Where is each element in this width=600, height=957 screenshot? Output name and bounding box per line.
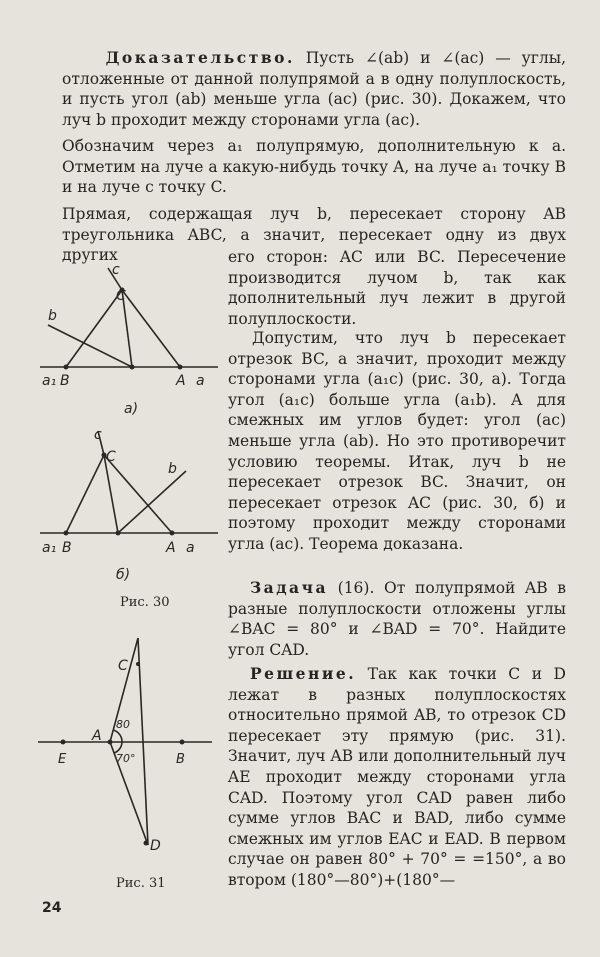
label-a1: a₁ bbox=[42, 540, 57, 556]
solution-text: Так как точки C и D лежат в разных полуплоскостях относительно прямой AB, то отрезок CD пересекает эту прямую (рис. 31). Значит, луч AB или дополнительный луч AE проходит между сторонами угла CAD. Поэтому угол CAD равен либо сумме углов BAC и BAD, либо сумме смежных им углов EAC и EAD. В первом случае он равен 80° + 70° = =150°, а во втором (180°—80°)+(180°— bbox=[228, 665, 566, 889]
line-paragraph-top: Прямая, содержащая луч b, пересекает сторону AB треугольника ABC, а значит, пересекает одну из двух других bbox=[62, 205, 566, 265]
label-a: a bbox=[196, 373, 205, 389]
point-A bbox=[178, 365, 183, 370]
point-B bbox=[64, 531, 69, 536]
figure-30b bbox=[36, 425, 226, 590]
label-30a: а) bbox=[124, 401, 139, 417]
fig31-caption: Рис. 31 bbox=[116, 876, 166, 891]
point-vertex bbox=[130, 365, 135, 370]
point-vertex bbox=[116, 531, 121, 536]
point-B bbox=[180, 740, 185, 745]
label-30b: б) bbox=[116, 567, 131, 583]
task-text: (16). От полупрямой AB в разные полуплоскости отложены углы ∠BAC = 80° и ∠BAD = 70°. Найдите угол CAD. bbox=[228, 579, 566, 659]
page-number: 24 bbox=[42, 900, 62, 916]
figure-31 bbox=[36, 630, 226, 875]
side-BC bbox=[66, 290, 122, 367]
task-lead: Задача bbox=[250, 578, 328, 597]
solution-paragraph bbox=[228, 664, 566, 891]
solution-lead: Решение. bbox=[250, 664, 357, 683]
point-E bbox=[61, 740, 66, 745]
label-C: C bbox=[116, 288, 126, 304]
label-70: 70° bbox=[116, 752, 136, 765]
label-C: C bbox=[118, 658, 128, 674]
ray-b bbox=[118, 471, 186, 533]
ray-c-lower bbox=[104, 455, 118, 533]
label-c: c bbox=[94, 427, 102, 443]
label-B: B bbox=[176, 752, 185, 767]
label-C: C bbox=[106, 449, 116, 465]
label-A: A bbox=[166, 540, 176, 556]
label-B: B bbox=[62, 540, 72, 556]
point-D bbox=[144, 841, 149, 846]
task-paragraph bbox=[228, 578, 566, 660]
fig30-caption: Рис. 30 bbox=[120, 595, 170, 610]
arc-80 bbox=[113, 730, 122, 742]
label-A: A bbox=[176, 373, 186, 389]
label-A: A bbox=[92, 728, 102, 744]
label-a1: a₁ bbox=[42, 373, 57, 389]
ray-b bbox=[48, 325, 132, 367]
proof-paragraph bbox=[62, 48, 566, 130]
figure-30a bbox=[36, 262, 226, 422]
side-BC bbox=[66, 455, 104, 533]
proof-lead: Доказательство. bbox=[105, 48, 295, 67]
point-A bbox=[108, 740, 113, 745]
label-E: E bbox=[58, 752, 67, 767]
label-b: b bbox=[48, 308, 57, 324]
point-C bbox=[136, 662, 140, 666]
label-80: 80 bbox=[116, 718, 130, 731]
label-c: c bbox=[112, 262, 120, 278]
notation-paragraph: Обозначим через a₁ полупрямую, дополнительную к a. Отметим на луче a какую-нибудь точку A, на луче a₁ точку B и на луче c точку C. bbox=[62, 137, 566, 197]
proof-text: Пусть ∠(ab) и ∠(ac) — углы, отложенные от данной полупрямой a в одну полуплоскость, и пусть угол (ab) меньше угла (ac) (рис. 30). Докажем, что луч b проходит между сторонами угла (ac). bbox=[62, 49, 566, 129]
point-A bbox=[170, 531, 175, 536]
point-B bbox=[64, 365, 69, 370]
label-b: b bbox=[168, 461, 177, 477]
label-D: D bbox=[150, 838, 161, 854]
label-a: a bbox=[186, 540, 195, 556]
line-paragraph-rest: его сторон: AC или BC. Пересечение производится лучом b, так как дополнительный луч лежит в другой полуплоскости. bbox=[228, 248, 566, 328]
label-B: B bbox=[60, 373, 70, 389]
suppose-paragraph: Допустим, что луч b пересекает отрезок BC, а значит, проходит между сторонами угла (a₁c) (рис. 30, а). Тогда угол (a₁c) больше угла (a₁b). А для смежных им углов будет: угол (ac) меньше угла (ab). Но это противоречит условию теоремы. Итак, луч b не пересекает отрезок BC. Значит, он пересекает отрезок AC (рис. 30, б) и поэтому проходит между сторонами угла (ac). Теорема доказана. bbox=[228, 329, 566, 553]
